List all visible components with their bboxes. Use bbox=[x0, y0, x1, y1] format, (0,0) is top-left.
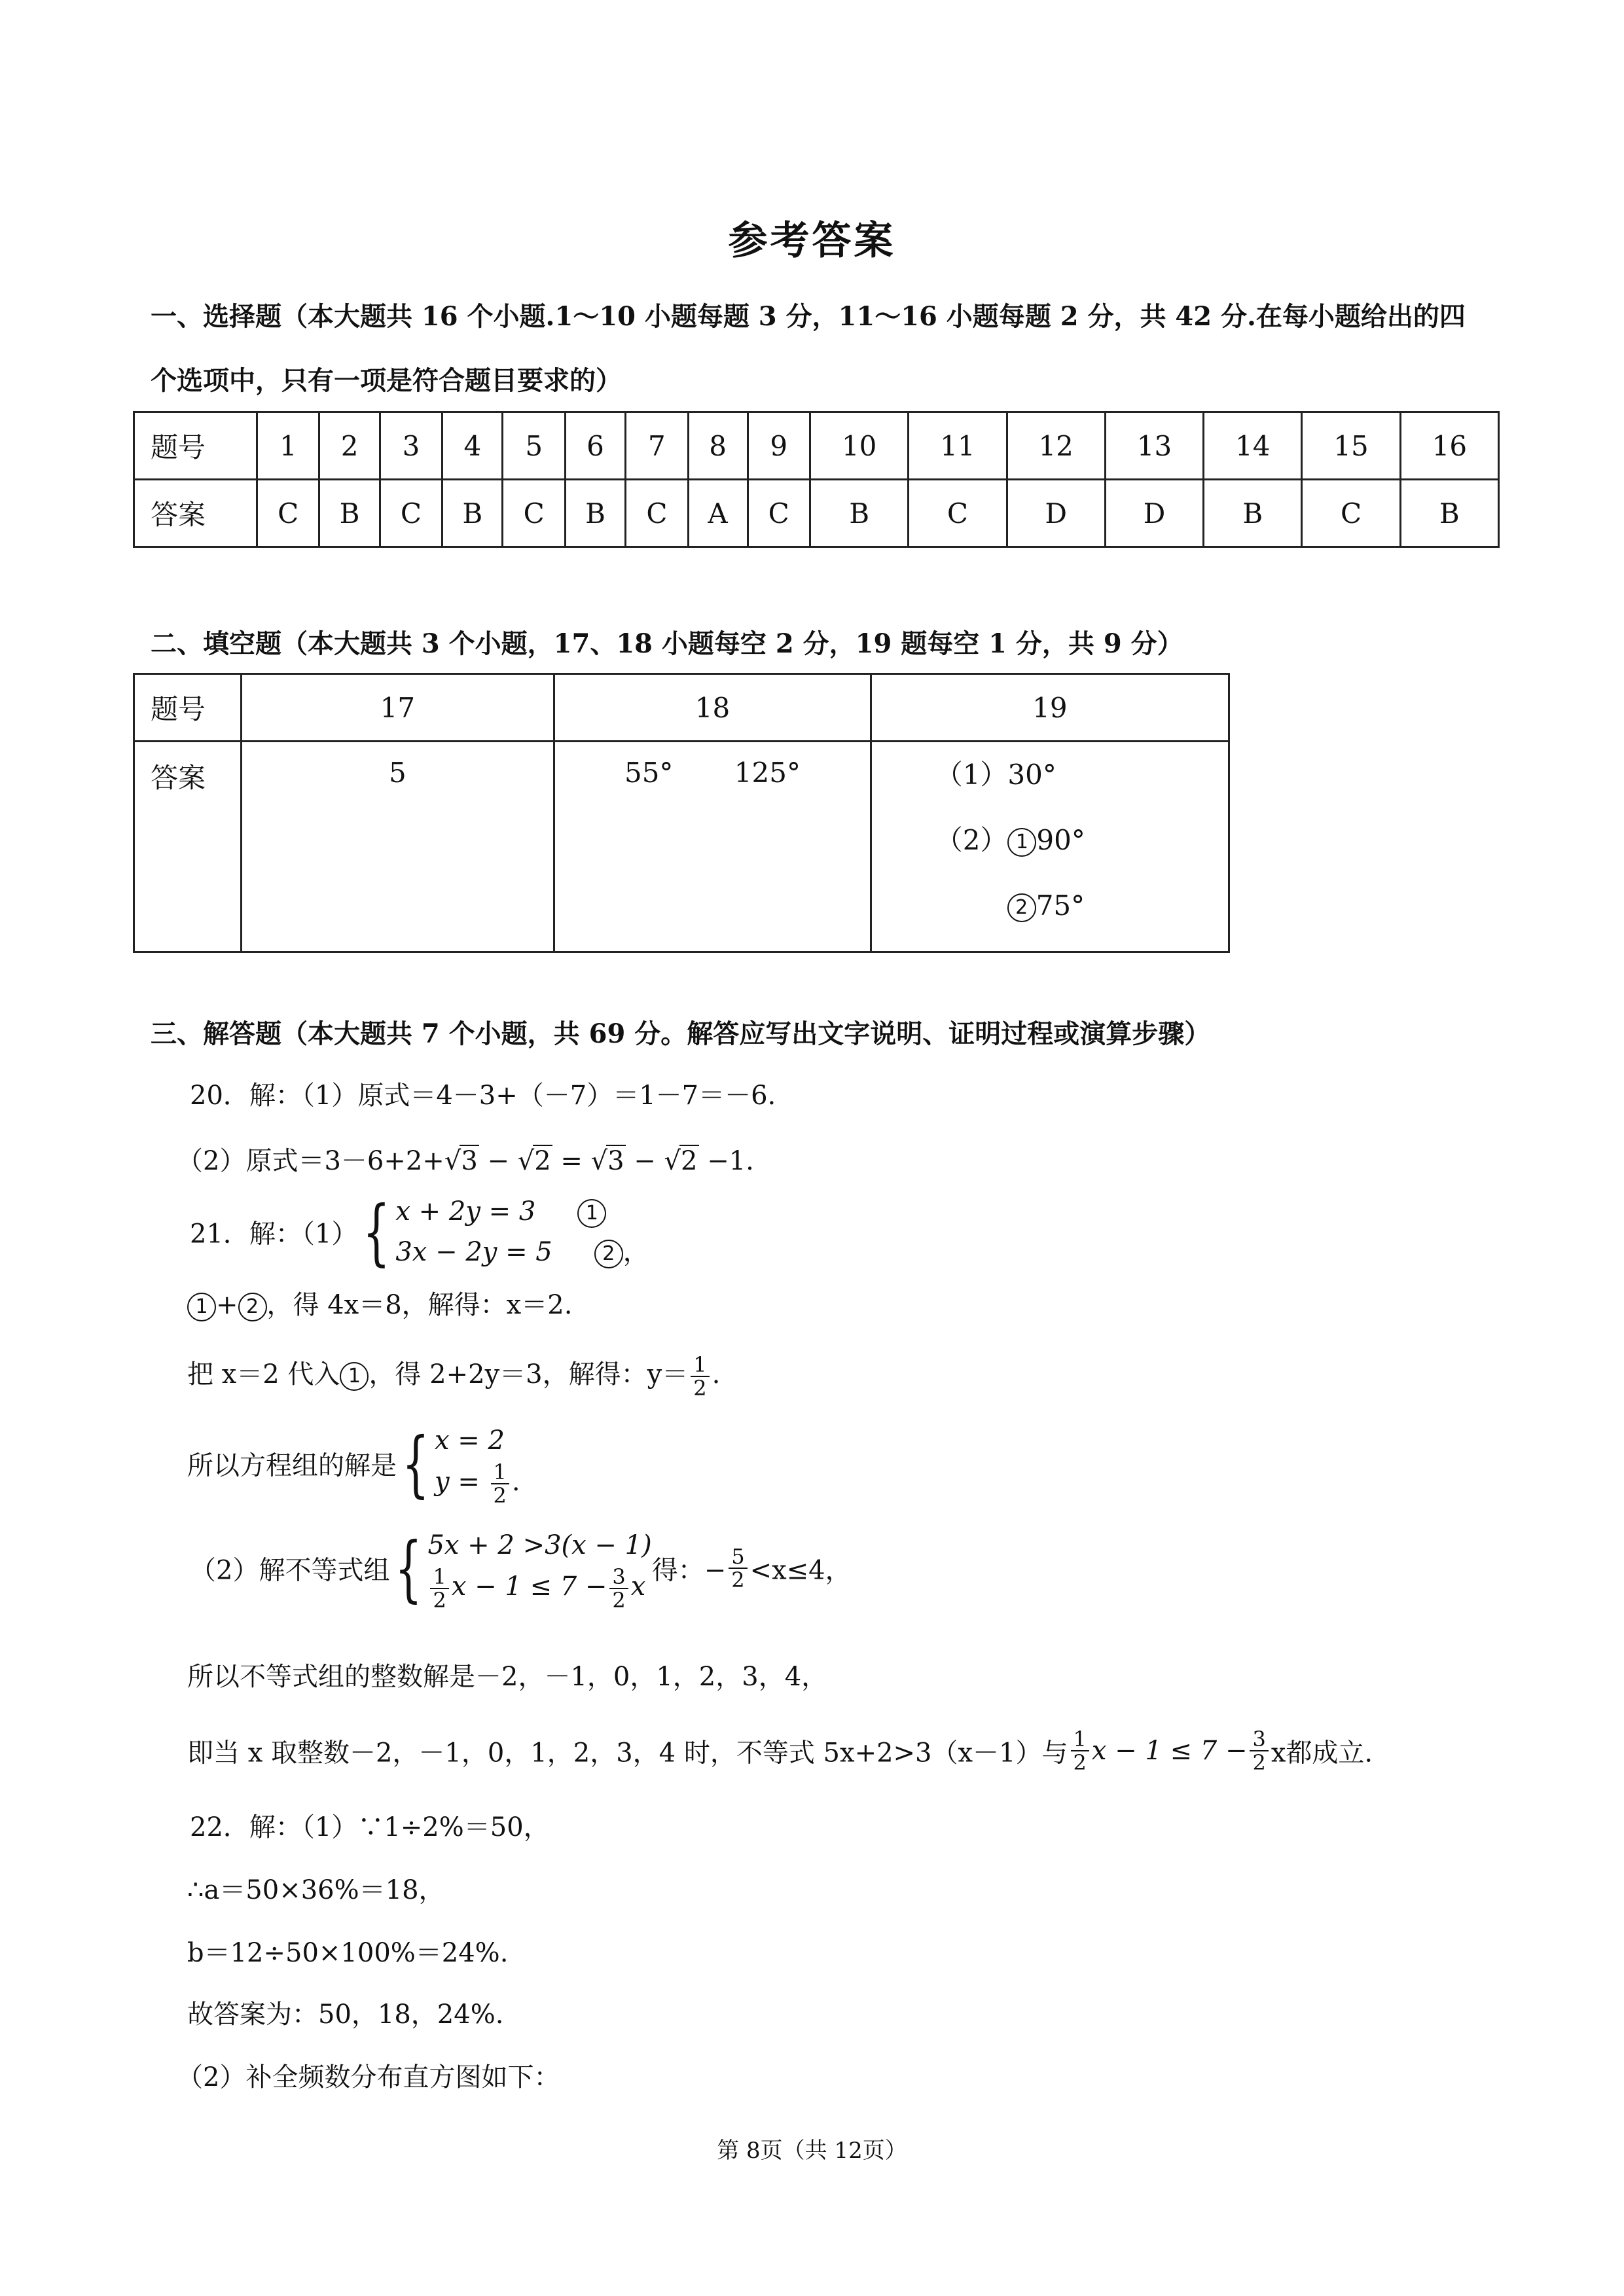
circled-two-icon: 2 bbox=[1007, 893, 1036, 922]
text-segment: − bbox=[478, 1146, 518, 1176]
answer-18 bbox=[554, 742, 871, 952]
text-segment: 21．解：（1） bbox=[190, 1219, 358, 1249]
fraction-three-halves bbox=[1250, 1728, 1268, 1774]
variable-x: x bbox=[630, 1571, 646, 1602]
solution-22-answer: 故答案为：50，18，24%. bbox=[187, 2000, 504, 2030]
solution-22-a: ∴a＝50×36%＝18， bbox=[187, 1875, 445, 1905]
question-number: 19 bbox=[871, 674, 1229, 742]
text-segment: . bbox=[511, 1467, 520, 1497]
fill-answer-table bbox=[133, 673, 1230, 953]
question-number: 6 bbox=[565, 412, 625, 480]
text-segment: 把 x＝2 代入 bbox=[187, 1359, 340, 1390]
denominator: 2 bbox=[693, 1376, 707, 1401]
answer-18-second: 125° bbox=[734, 757, 801, 789]
answer-cell: B bbox=[1400, 480, 1498, 547]
question-number: 12 bbox=[1007, 412, 1105, 480]
fraction-one-half bbox=[430, 1566, 448, 1611]
numerator: 5 bbox=[729, 1545, 747, 1569]
answer-cell: C bbox=[909, 480, 1007, 547]
denominator: 2 bbox=[1073, 1750, 1087, 1775]
question-number: 17 bbox=[241, 674, 554, 742]
row-label-answer: 答案 bbox=[134, 480, 257, 547]
answer-cell: C bbox=[257, 480, 319, 547]
text-segment: x − 1 ≤ 7 − bbox=[1091, 1736, 1248, 1766]
numerator: 1 bbox=[691, 1354, 709, 1377]
question-number: 4 bbox=[442, 412, 503, 480]
sqrt-radicand: 3 bbox=[461, 1146, 478, 1176]
text-segment: − bbox=[625, 1146, 664, 1176]
answer-19 bbox=[871, 742, 1229, 952]
text-segment: ，得 4x＝8，解得：x＝2. bbox=[266, 1290, 573, 1320]
text-segment: 所以方程组的解是 bbox=[187, 1450, 397, 1481]
fraction-three-halves bbox=[609, 1566, 628, 1611]
solution-22-part2: （2）补全频数分布直方图如下： bbox=[177, 2062, 560, 2092]
answer-17: 5 bbox=[241, 742, 554, 952]
circled-one-icon: 1 bbox=[577, 1199, 606, 1228]
text-segment: . bbox=[712, 1359, 721, 1390]
numerator: 1 bbox=[491, 1461, 509, 1484]
page-footer: 第 8页（共 12页） bbox=[717, 2138, 907, 2164]
denominator: 2 bbox=[493, 1483, 507, 1508]
solution-21-step1 bbox=[187, 1284, 572, 1321]
row-label-question: 题号 bbox=[134, 412, 257, 480]
answer-cell: C bbox=[503, 480, 565, 547]
numerator: 3 bbox=[609, 1566, 628, 1589]
answer-19-part3-value: 75° bbox=[1036, 889, 1085, 922]
question-number: 13 bbox=[1105, 412, 1203, 480]
question-number: 7 bbox=[626, 412, 688, 480]
sqrt-radicand: 2 bbox=[681, 1146, 698, 1176]
sqrt-radicand: 3 bbox=[607, 1146, 624, 1176]
denominator: 2 bbox=[1252, 1750, 1266, 1775]
question-number: 14 bbox=[1204, 412, 1302, 480]
answer-cell: C bbox=[626, 480, 688, 547]
text-segment: + bbox=[216, 1290, 238, 1320]
question-number: 3 bbox=[380, 412, 442, 480]
circled-two-icon: 2 bbox=[594, 1240, 623, 1268]
answer-19-part1: （1）30° bbox=[935, 759, 1056, 791]
row-label-answer: 答案 bbox=[134, 742, 242, 952]
question-number: 18 bbox=[554, 674, 871, 742]
denominator: 2 bbox=[731, 1568, 745, 1592]
answer-cell: D bbox=[1007, 480, 1105, 547]
section3-heading: 三、解答题（本大题共 7 个小题，共 69 分。解答应写出文字说明、证明过程或演算步骤） bbox=[151, 1018, 1211, 1049]
text-segment: ，得 2+2y＝3，解得：y＝ bbox=[369, 1359, 689, 1390]
denominator: 2 bbox=[612, 1588, 626, 1613]
circled-one-icon: 1 bbox=[187, 1293, 216, 1321]
solution-x: x = 2 bbox=[435, 1426, 505, 1456]
text-segment: 得：− bbox=[651, 1555, 727, 1586]
table-row bbox=[134, 412, 1499, 480]
question-number: 16 bbox=[1400, 412, 1498, 480]
brace-icon: { bbox=[395, 1526, 423, 1610]
text-segment: （2）原式＝3－6+2+ bbox=[177, 1146, 444, 1176]
inequality-2: x − 1 ≤ 7 − bbox=[451, 1571, 607, 1602]
circled-one-icon: 1 bbox=[340, 1362, 369, 1391]
equation-system bbox=[395, 1191, 649, 1272]
answer-cell: B bbox=[319, 480, 380, 547]
choice-answer-table bbox=[133, 411, 1500, 548]
question-number: 2 bbox=[319, 412, 380, 480]
text-segment: （2）解不等式组 bbox=[190, 1555, 390, 1586]
solution-system bbox=[435, 1420, 520, 1507]
answer-cell: C bbox=[1302, 480, 1400, 547]
fraction-one-half bbox=[491, 1461, 509, 1507]
question-number: 9 bbox=[748, 412, 810, 480]
brace-icon: { bbox=[363, 1190, 391, 1274]
answer-cell: C bbox=[748, 480, 810, 547]
answer-cell: A bbox=[688, 480, 748, 547]
solution-21-system bbox=[190, 1191, 649, 1272]
question-number: 1 bbox=[257, 412, 319, 480]
text-segment: −1. bbox=[698, 1146, 754, 1176]
row-label-question: 题号 bbox=[134, 674, 242, 742]
solution-21-integers: 所以不等式组的整数解是－2，－1，0，1，2，3，4， bbox=[187, 1662, 828, 1692]
answer-19-part2-value: 90° bbox=[1036, 824, 1085, 856]
fraction-one-half bbox=[1071, 1728, 1089, 1774]
inequality-1: 5x + 2 >3(x − 1) bbox=[427, 1530, 652, 1560]
answer-cell: B bbox=[1204, 480, 1302, 547]
answer-18-first: 55° bbox=[624, 757, 674, 789]
question-number: 15 bbox=[1302, 412, 1400, 480]
question-number: 11 bbox=[909, 412, 1007, 480]
answer-19-part2-prefix: （2） bbox=[935, 824, 1008, 856]
equation-2: 3x − 2y = 5 bbox=[395, 1237, 552, 1267]
table-row bbox=[134, 742, 1229, 952]
numerator: 1 bbox=[430, 1566, 448, 1589]
question-number: 8 bbox=[688, 412, 748, 480]
answer-cell: C bbox=[380, 480, 442, 547]
inequality-system bbox=[427, 1525, 651, 1611]
brace-icon: { bbox=[402, 1422, 429, 1505]
solution-20-part1: 20．解：（1）原式＝4－3+（－7）＝1－7＝－6. bbox=[190, 1081, 776, 1111]
solution-22-b: b＝12÷50×100%＝24%. bbox=[187, 1938, 509, 1968]
text-segment: 即当 x 取整数－2，－1，0，1，2，3，4 时，不等式 5x+2>3（x－1）与 bbox=[187, 1738, 1068, 1768]
answer-19-part3 bbox=[935, 873, 1227, 939]
solution-22-part1: 22．解：（1）∵1÷2%＝50， bbox=[190, 1812, 550, 1842]
solution-21-step2 bbox=[187, 1354, 720, 1399]
text-segment: ， bbox=[623, 1237, 649, 1267]
fraction-one-half bbox=[691, 1354, 709, 1399]
text-segment: <x≤4， bbox=[749, 1555, 852, 1586]
solution-21-inequality bbox=[190, 1525, 852, 1611]
answer-cell: D bbox=[1105, 480, 1203, 547]
numerator: 1 bbox=[1071, 1728, 1089, 1751]
text-segment: x都成立. bbox=[1271, 1738, 1373, 1768]
solution-y: y = bbox=[435, 1467, 488, 1497]
question-number: 5 bbox=[503, 412, 565, 480]
answer-cell: B bbox=[810, 480, 908, 547]
text-segment: = bbox=[552, 1146, 591, 1176]
answer-cell: B bbox=[442, 480, 503, 547]
numerator: 3 bbox=[1250, 1728, 1268, 1751]
answer-19-part2 bbox=[935, 808, 1227, 873]
solution-21-result bbox=[187, 1420, 520, 1507]
page-title: 参考答案 bbox=[728, 218, 896, 264]
circled-one-icon: 1 bbox=[1007, 828, 1036, 857]
section1-heading-line1: 一、选择题（本大题共 16 个小题.1～10 小题每题 3 分，11～16 小题每题 2 分，共 42 分.在每小题给出的四 bbox=[151, 301, 1466, 332]
fraction-five-halves bbox=[729, 1545, 747, 1591]
table-row bbox=[134, 480, 1499, 547]
circled-two-icon: 2 bbox=[238, 1293, 267, 1321]
sqrt-radicand: 2 bbox=[534, 1146, 551, 1176]
question-number: 10 bbox=[810, 412, 908, 480]
equation-1: x + 2y = 3 bbox=[395, 1196, 536, 1227]
denominator: 2 bbox=[433, 1588, 446, 1613]
section1-heading-line2: 个选项中，只有一项是符合题目要求的） bbox=[151, 365, 622, 396]
section2-heading: 二、填空题（本大题共 3 个小题，17、18 小题每空 2 分，19 题每空 1 分，共 9 分） bbox=[151, 628, 1183, 659]
answer-cell: B bbox=[565, 480, 625, 547]
table-row bbox=[134, 674, 1229, 742]
solution-20-part2: （2）原式＝3－6+2+√3 − √2 = √3 − √2 −1. bbox=[177, 1146, 754, 1176]
solution-21-conclusion bbox=[187, 1728, 1373, 1774]
